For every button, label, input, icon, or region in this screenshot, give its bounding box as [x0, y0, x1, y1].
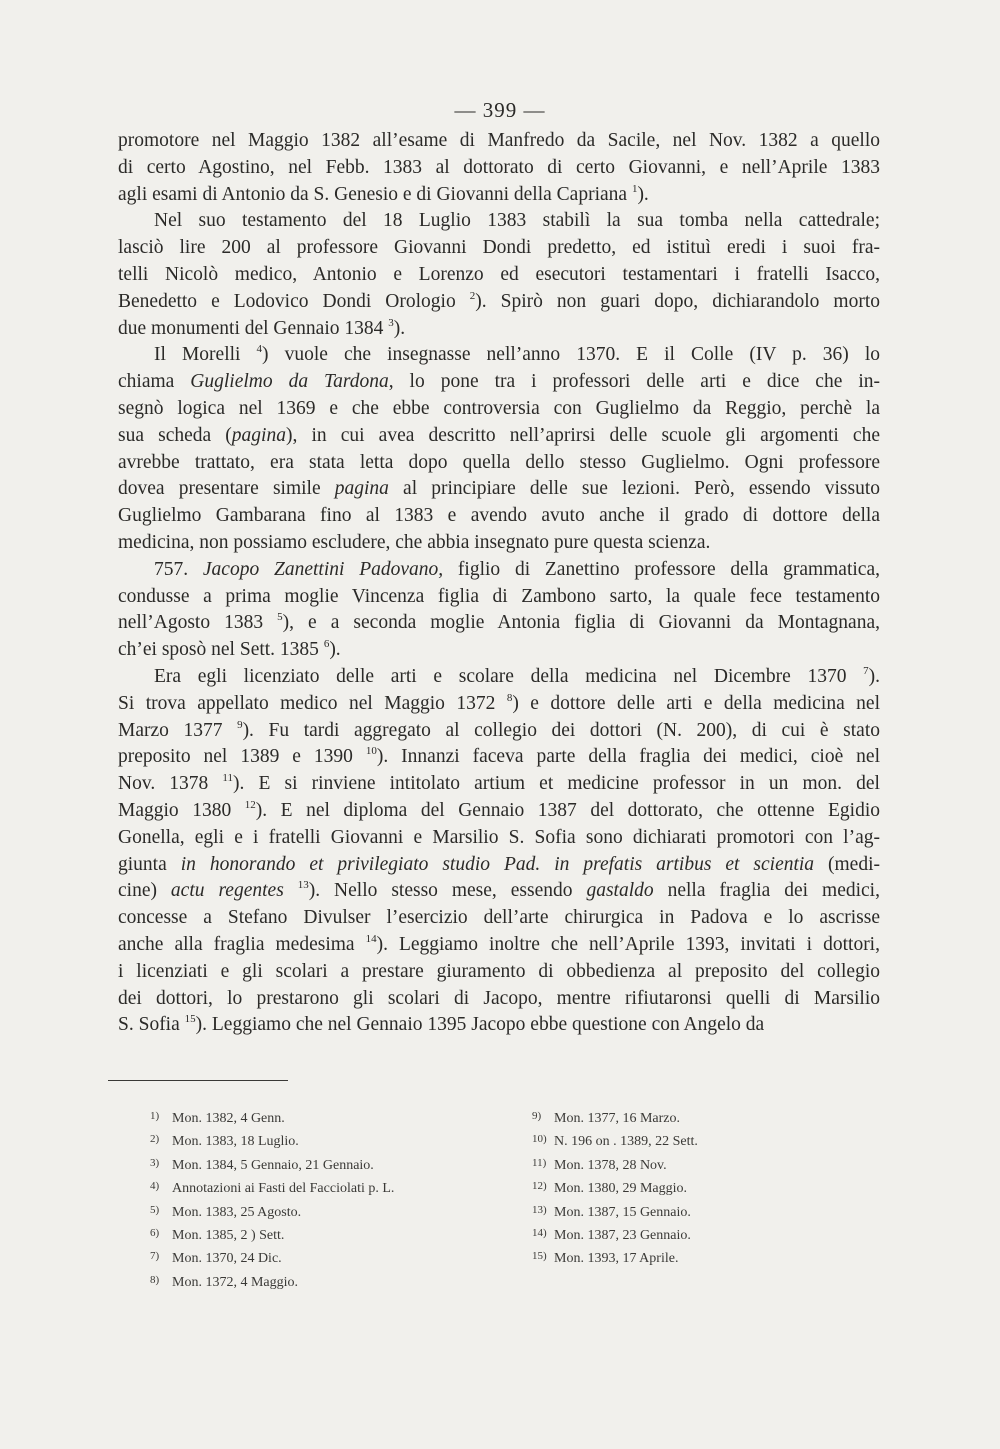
- text-line: [118, 959, 880, 986]
- text-line: [118, 235, 880, 262]
- text-segment: telli Nicolò medico, Antonio e Lorenzo ed esecutori testamentari i fratelli Isacco,: [118, 263, 880, 285]
- footnote-text: Mon. 1377, 16 Marzo.: [554, 1111, 680, 1126]
- text-line: [118, 744, 880, 771]
- footnote-ref: 4: [256, 343, 263, 356]
- footnote-text: Mon. 1393, 17 Aprile.: [554, 1251, 679, 1267]
- footnote: [532, 1153, 872, 1176]
- text-segment: ). E si rinviene intitolato: [233, 773, 475, 795]
- footnote-ref: 5: [277, 611, 283, 624]
- footnote-number: 13): [532, 1203, 547, 1216]
- text-segment: dovea presentare simile: [118, 478, 335, 500]
- footnote-text: Mon. 1384, 5 Gennaio, 21 Gennaio.: [172, 1157, 374, 1173]
- text-segment: concesse a Stefano Divulser l’esercizio dell’arte chirurgica in Padova e lo ascrisse: [118, 907, 880, 929]
- text-segment: figlio di Zanettino professore della grammatica,: [443, 558, 880, 580]
- footnote-ref: 15: [184, 1013, 196, 1026]
- text-segment: ). Nello stesso mese, essendo: [308, 880, 587, 902]
- footnote-ref: 11: [222, 772, 234, 785]
- text-line: [118, 450, 880, 477]
- text-segment: nella fraglia dei medici,: [653, 880, 880, 902]
- footnote: [532, 1223, 872, 1246]
- footnote: [532, 1200, 872, 1223]
- text-line: [118, 423, 880, 450]
- text-line: [118, 637, 880, 664]
- footnotes-left: [150, 1106, 510, 1293]
- italic-text: pagina: [334, 478, 389, 500]
- text-segment: agli esami di Antonio da S. Genesio e di Giovanni della Capriana: [118, 183, 632, 205]
- footnote-text: Mon. 1385, 2 ) Sett.: [172, 1228, 285, 1244]
- text-segment: chiama: [118, 371, 191, 393]
- text-segment: avrebbe trattato, era stata letta dopo quella dello stesso Guglielmo. Ogni professore: [118, 451, 880, 473]
- text-segment: in un mon. del: [725, 773, 880, 795]
- text-segment: artium et medicine professor: [474, 773, 726, 795]
- footnote-text: N. 196 on . 1389, 22 Sett.: [554, 1134, 698, 1150]
- text-line: [118, 316, 880, 343]
- text-segment: condusse a prima moglie Vincenza figlia di Zambono sarto, la quale fece testamento: [118, 585, 880, 607]
- text-segment: ) e dottore delle arti e della medicina nel: [512, 692, 880, 714]
- text-segment: segnò logica nel 1369 e che ebbe controversia con Guglielmo da Reggio, perchè la: [118, 397, 880, 419]
- footnote: [150, 1200, 510, 1223]
- footnote-text: Mon. 1387, 23 Gennaio.: [554, 1228, 691, 1244]
- text-line: [118, 128, 880, 155]
- text-segment: ). E nel diploma del Gennaio 1387 del dottorato, che ottenne Egidio: [255, 799, 880, 821]
- footnote-ref: 3: [388, 316, 394, 329]
- text-line: [118, 610, 880, 637]
- text-line: [118, 182, 880, 209]
- footnote-number: 14): [532, 1227, 547, 1240]
- footnote-number: 1): [150, 1110, 160, 1122]
- page-number: — 399 —: [454, 98, 546, 122]
- text-line: [118, 289, 880, 316]
- footnote-ref: 1: [631, 182, 638, 195]
- footnote-rule: [108, 1080, 288, 1081]
- footnote-number: 2): [150, 1133, 160, 1146]
- footnote: [150, 1270, 510, 1293]
- footnote: [532, 1176, 872, 1199]
- footnote: [150, 1129, 510, 1152]
- text-segment: promotore nel Maggio 1382 all’esame di Manfredo da Sacile, nel Nov. 1382 a quello: [118, 130, 880, 151]
- text-line: [118, 396, 880, 423]
- text-segment: ), in cui avea descritto nell’aprirsi delle scuole gli argomenti che: [285, 424, 880, 446]
- text-segment: anche alla fraglia medesima: [118, 933, 366, 955]
- text-line: [118, 369, 880, 396]
- body-text: [118, 128, 880, 1039]
- text-segment: lasciò lire 200 al professore Giovanni Dondi predetto, ed istituì eredi i suoi fra-: [118, 237, 880, 259]
- text-segment: i licenziati e gli scolari a prestare giuramento di obbedienza al preposito del collegio: [118, 960, 880, 982]
- text-line: [118, 905, 880, 932]
- footnote: [532, 1106, 872, 1129]
- text-segment: giunta: [118, 853, 181, 875]
- text-segment: Guglielmo Gambarana fino al 1383 e avendo avuto anche il grado di dottore della: [118, 505, 880, 527]
- text-segment: ). Fu tardi aggregato al collegio dei dottori (N. 200), di cui è stato: [242, 719, 880, 741]
- footnote-text: Mon. 1372, 4 Maggio.: [172, 1274, 298, 1290]
- footnote-number: 3): [150, 1156, 160, 1169]
- text-line: [118, 718, 880, 745]
- text-line: [118, 798, 880, 825]
- footnote-text: Mon. 1380, 29 Maggio.: [554, 1181, 687, 1197]
- footnote: [150, 1246, 510, 1269]
- text-segment: 757.: [154, 558, 203, 580]
- text-segment: preposito nel 1389 e 1390: [118, 746, 366, 768]
- text-segment: Marzo 1377: [118, 719, 238, 741]
- text-segment: sua scheda (: [118, 424, 232, 446]
- text-line: [118, 771, 880, 798]
- text-segment: [284, 880, 298, 901]
- footnote-ref: 7: [863, 664, 869, 677]
- text-segment: ), e a seconda moglie Antonia figlia di Giovanni da Montagnana,: [282, 612, 880, 634]
- italic-text: Guglielmo da Tardona: [190, 371, 389, 393]
- text-segment: dei dottori, lo prestarono gli scolari di Jacopo, mentre rifiutaronsi quelli di Marsilio: [118, 987, 880, 1009]
- footnote-ref: 8: [506, 691, 513, 704]
- footnote: [150, 1223, 510, 1246]
- text-line: [118, 825, 880, 852]
- footnote-ref: 12: [244, 798, 256, 811]
- text-segment: ). Spirò non guari dopo, dichiarandolo morto: [475, 290, 880, 312]
- footnote-ref: 9: [237, 718, 243, 731]
- italic-text: actu regentes: [170, 880, 284, 902]
- text-line: [118, 208, 880, 235]
- text-line: [118, 1012, 880, 1039]
- text-segment: al principiare delle sue lezioni. Però, essendo vissuto: [388, 478, 880, 500]
- text-line: [118, 584, 880, 611]
- text-line: [118, 691, 880, 718]
- footnote-ref: 13: [297, 879, 309, 892]
- text-segment: Nov. 1378: [118, 773, 223, 795]
- text-segment: (medi-: [814, 853, 880, 875]
- footnote-number: 5): [150, 1203, 160, 1216]
- text-line: [118, 557, 880, 584]
- text-line: [118, 986, 880, 1013]
- text-segment: due monumenti del Gennaio 1384: [118, 317, 389, 339]
- text-line: [118, 530, 880, 557]
- text-segment: ) vuole che insegnasse nell’anno 1370. E il Colle (IV p. 36) lo: [262, 344, 880, 366]
- text-segment: ). Leggiamo inoltre che nell’Aprile 1393, invitati i dottori,: [376, 933, 880, 955]
- text-segment: ).: [637, 183, 649, 205]
- footnote-number: 15): [532, 1250, 547, 1263]
- text-segment: Benedetto e Lodovico Dondi Orologio: [118, 290, 470, 312]
- italic-text: in honorando et privilegiato studio Pad. in prefatis artibus et scientia: [180, 853, 815, 875]
- text-line: [118, 664, 880, 691]
- italic-text: Jacopo Zanettini Padovano,: [202, 558, 444, 580]
- footnote-ref: 6: [323, 638, 330, 651]
- text-line: [118, 342, 880, 369]
- footnote-number: 4): [150, 1180, 160, 1193]
- text-segment: Si trova appellato medico nel Maggio 1372: [118, 692, 507, 714]
- text-segment: di certo Agostino, nel Febb. 1383 al dottorato di certo Giovanni, e nell’Aprile 1383: [118, 156, 880, 178]
- footnote-text: Annotazioni ai Fasti del Facciolati p. L.: [172, 1181, 395, 1197]
- text-segment: Gonella, egli e i fratelli Giovanni e Marsilio S. Sofia sono dichiarati promotori con l’ag-: [118, 826, 880, 848]
- footnote: [150, 1153, 510, 1176]
- italic-text: gastaldo: [586, 880, 654, 902]
- text-segment: Nel suo testamento del 18 Luglio 1383 stabilì la sua tomba nella cattedrale;: [154, 210, 880, 232]
- footnote-ref: 2: [469, 289, 476, 302]
- footnote-ref: 14: [365, 932, 377, 945]
- footnote: [150, 1106, 510, 1129]
- text-line: [118, 476, 880, 503]
- footnote-text: Mon. 1383, 25 Agosto.: [172, 1204, 302, 1220]
- text-segment: ). Leggiamo che nel Gennaio 1395 Jacopo ebbe questione con Angelo da: [195, 1014, 765, 1036]
- footnote-text: Mon. 1383, 18 Luglio.: [172, 1134, 299, 1150]
- text-segment: Era egli licenziato delle arti e scolare della medicina nel Dicembre 1370: [154, 665, 864, 687]
- footnote-number: 6): [150, 1227, 160, 1240]
- text-segment: ).: [393, 317, 406, 339]
- footnote-number: 8): [150, 1273, 160, 1286]
- text-line: [118, 852, 880, 879]
- text-line: [118, 155, 880, 182]
- text-segment: Maggio 1380: [118, 799, 245, 821]
- footnote: [532, 1129, 872, 1152]
- footnote-ref: 10: [365, 745, 377, 758]
- footnote-number: 9): [532, 1110, 542, 1122]
- text-segment: medicina, non possiamo escludere, che abbia insegnato pure questa scienza.: [118, 531, 711, 553]
- footnote-text: Mon. 1378, 28 Nov.: [554, 1157, 667, 1173]
- text-line: [118, 262, 880, 289]
- footnote-text: Mon. 1387, 15 Gennaio.: [554, 1204, 691, 1220]
- text-segment: Il Morelli: [154, 344, 257, 366]
- italic-text: pagina: [231, 424, 286, 446]
- footnote-number: 10): [532, 1133, 547, 1146]
- text-segment: cine): [118, 880, 171, 902]
- text-segment: ).: [329, 639, 341, 661]
- footnote-number: 7): [150, 1250, 160, 1263]
- footnote: [532, 1246, 872, 1269]
- text-segment: ).: [868, 665, 880, 687]
- text-segment: nell’Agosto 1383: [118, 612, 278, 634]
- text-line: [118, 932, 880, 959]
- footnotes-right: [532, 1106, 872, 1270]
- text-segment: , lo pone tra i professori delle arti e dice che in-: [388, 371, 880, 393]
- footnote-number: 11): [532, 1156, 547, 1169]
- text-segment: ). Innanzi faceva parte della fraglia dei medici, cioè nel: [376, 746, 880, 768]
- footnote-number: 12): [532, 1180, 547, 1193]
- text-line: [118, 878, 880, 905]
- footnote-text: Mon. 1370, 24 Dic.: [172, 1251, 282, 1267]
- footnote: [150, 1176, 510, 1199]
- footnote-text: Mon. 1382, 4 Genn.: [172, 1111, 285, 1126]
- text-segment: ch’ei sposò nel Sett. 1385: [118, 639, 324, 661]
- text-segment: S. Sofia: [118, 1014, 185, 1036]
- text-line: [118, 503, 880, 530]
